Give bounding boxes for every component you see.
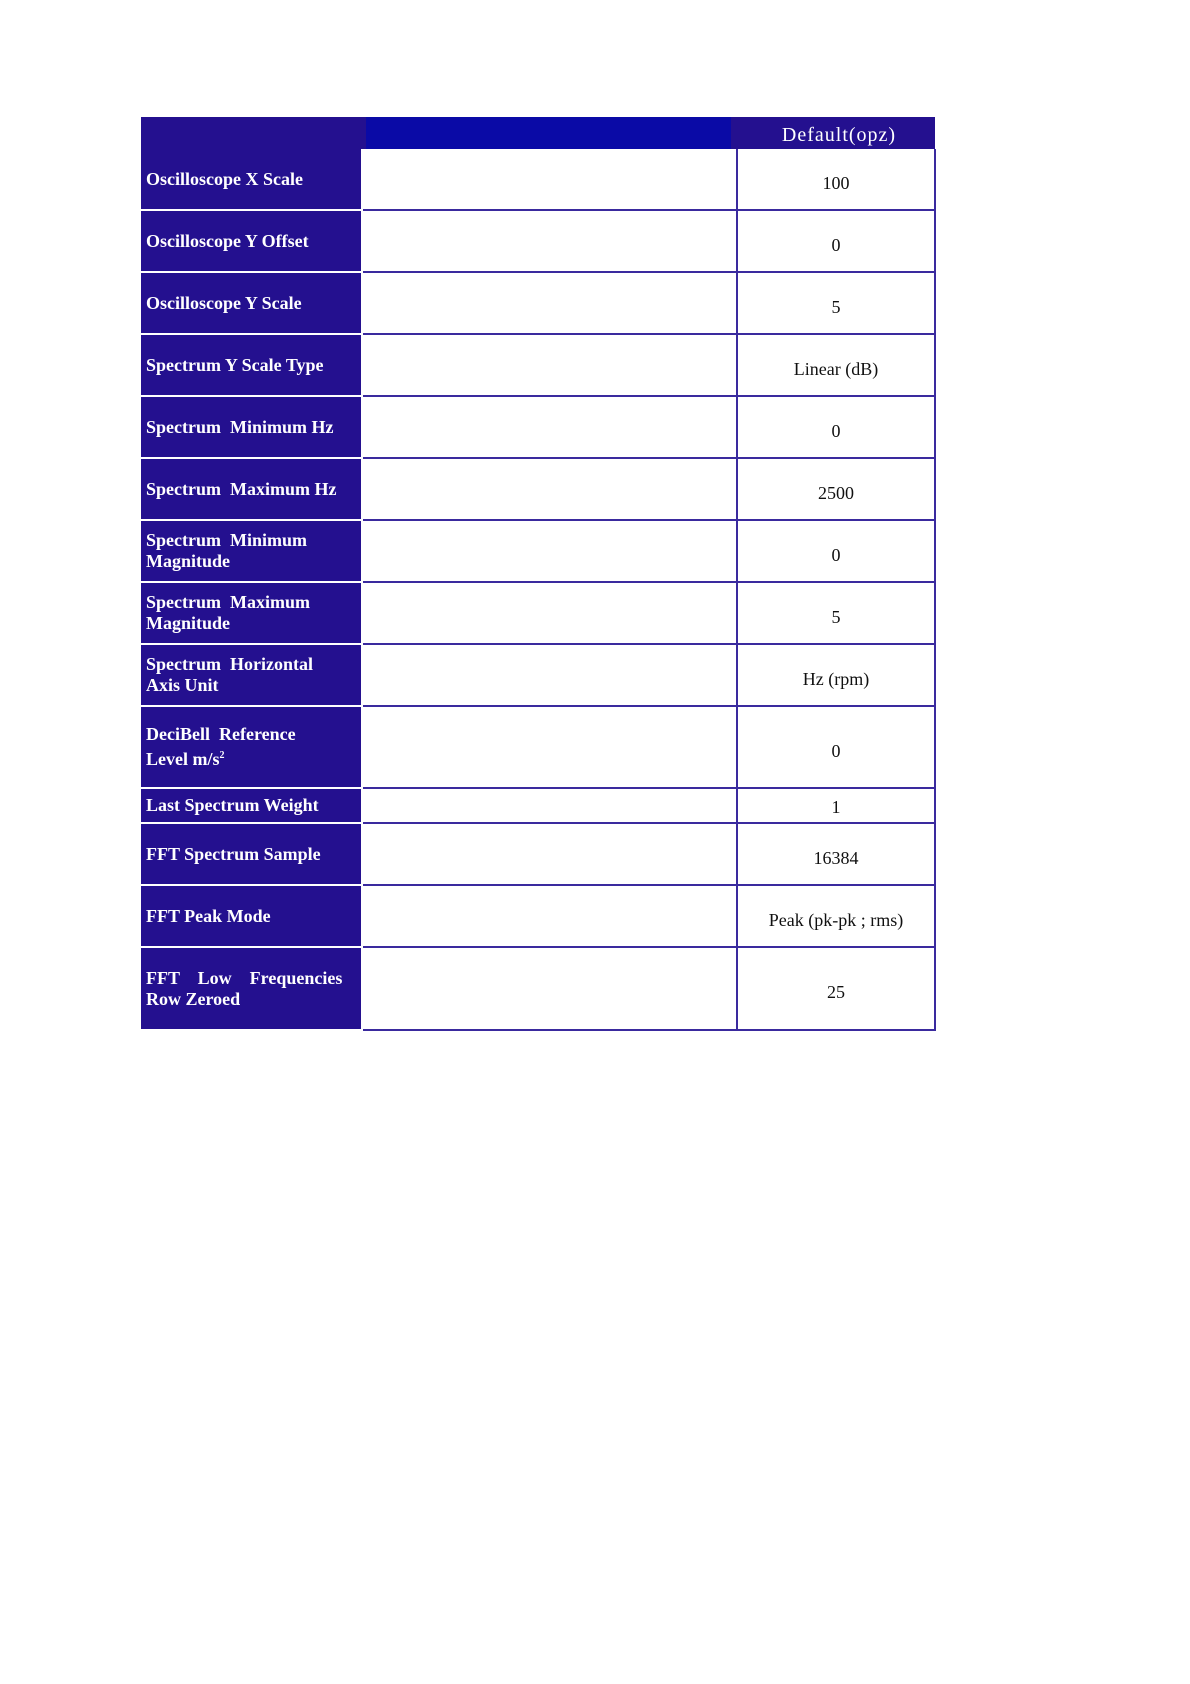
setting-label <box>141 885 362 947</box>
setting-default-value: Hz (rpm) <box>737 644 935 706</box>
table-row <box>141 210 935 272</box>
setting-description <box>362 947 737 1030</box>
table-row <box>141 788 935 823</box>
setting-label-text: Spectrum Maximum Hz <box>146 478 337 499</box>
table-row <box>141 582 935 644</box>
setting-label-text: Oscilloscope X Scale <box>146 168 303 189</box>
table-row <box>141 334 935 396</box>
setting-label <box>141 947 362 1030</box>
setting-description <box>362 520 737 582</box>
setting-description <box>362 823 737 885</box>
setting-default-value: 2500 <box>737 458 935 520</box>
setting-label-line2: Row Zeroed <box>146 988 241 1009</box>
setting-label-text: Spectrum Y Scale Type <box>146 354 324 375</box>
table-header-row <box>141 117 935 149</box>
setting-description <box>362 788 737 823</box>
setting-label <box>141 823 362 885</box>
table-row <box>141 149 935 210</box>
header-default-cell: Default(opz) <box>737 117 935 149</box>
setting-label <box>141 396 362 458</box>
setting-label <box>141 272 362 334</box>
table-row <box>141 458 935 520</box>
setting-default-value: 0 <box>737 210 935 272</box>
setting-label-text: Oscilloscope Y Scale <box>146 292 302 313</box>
table-row <box>141 947 935 1030</box>
setting-label-line1: FFT Low Frequencies <box>146 967 343 988</box>
setting-description <box>362 644 737 706</box>
setting-label-line2: Magnitude <box>146 551 231 571</box>
table-row <box>141 644 935 706</box>
setting-default-value: Linear (dB) <box>737 334 935 396</box>
setting-label-line1: Spectrum Maximum <box>146 592 310 612</box>
table-row <box>141 396 935 458</box>
setting-description <box>362 210 737 272</box>
setting-label-text: Last Spectrum Weight <box>146 795 319 815</box>
table-row <box>141 520 935 582</box>
setting-label-superscript: 2 <box>219 750 225 761</box>
setting-label <box>141 458 362 520</box>
setting-label <box>141 788 362 823</box>
setting-label <box>141 210 362 272</box>
header-description-cell <box>362 117 737 149</box>
setting-label-line1: Spectrum Horizontal <box>146 654 313 674</box>
settings-table <box>141 117 936 1031</box>
setting-label <box>141 334 362 396</box>
setting-default-value: 5 <box>737 582 935 644</box>
setting-default-value: 16384 <box>737 823 935 885</box>
setting-default-value: 0 <box>737 706 935 788</box>
setting-description <box>362 396 737 458</box>
setting-default-value: 0 <box>737 520 935 582</box>
setting-description <box>362 149 737 210</box>
setting-label-line1: DeciBell Reference <box>146 724 296 744</box>
setting-label-text: FFT Peak Mode <box>146 905 271 926</box>
setting-label-line1: Spectrum Minimum <box>146 530 307 550</box>
setting-description <box>362 706 737 788</box>
table-row <box>141 706 935 788</box>
table-row <box>141 272 935 334</box>
setting-description <box>362 334 737 396</box>
setting-default-value: Peak (pk-pk ; rms) <box>737 885 935 947</box>
setting-label-line2: Axis Unit <box>146 675 219 695</box>
setting-default-value: 1 <box>737 788 935 823</box>
setting-label-text: Spectrum Minimum Hz <box>146 416 334 437</box>
setting-description <box>362 885 737 947</box>
setting-label <box>141 149 362 210</box>
setting-default-value: 25 <box>737 947 935 1030</box>
setting-label-line2-wrap <box>146 745 357 770</box>
setting-description <box>362 458 737 520</box>
setting-default-value: 0 <box>737 396 935 458</box>
table-row <box>141 823 935 885</box>
setting-label <box>141 520 362 582</box>
header-setting-cell <box>141 117 362 149</box>
setting-label-line2: Level m/s <box>146 749 220 769</box>
setting-default-value: 5 <box>737 272 935 334</box>
setting-label-text: Oscilloscope Y Offset <box>146 230 309 251</box>
setting-label-text: FFT Spectrum Sample <box>146 843 321 864</box>
setting-label <box>141 582 362 644</box>
setting-description <box>362 582 737 644</box>
setting-label <box>141 644 362 706</box>
setting-label <box>141 706 362 788</box>
setting-description <box>362 272 737 334</box>
setting-label-line2: Magnitude <box>146 613 231 633</box>
table-row <box>141 885 935 947</box>
setting-default-value: 100 <box>737 149 935 210</box>
